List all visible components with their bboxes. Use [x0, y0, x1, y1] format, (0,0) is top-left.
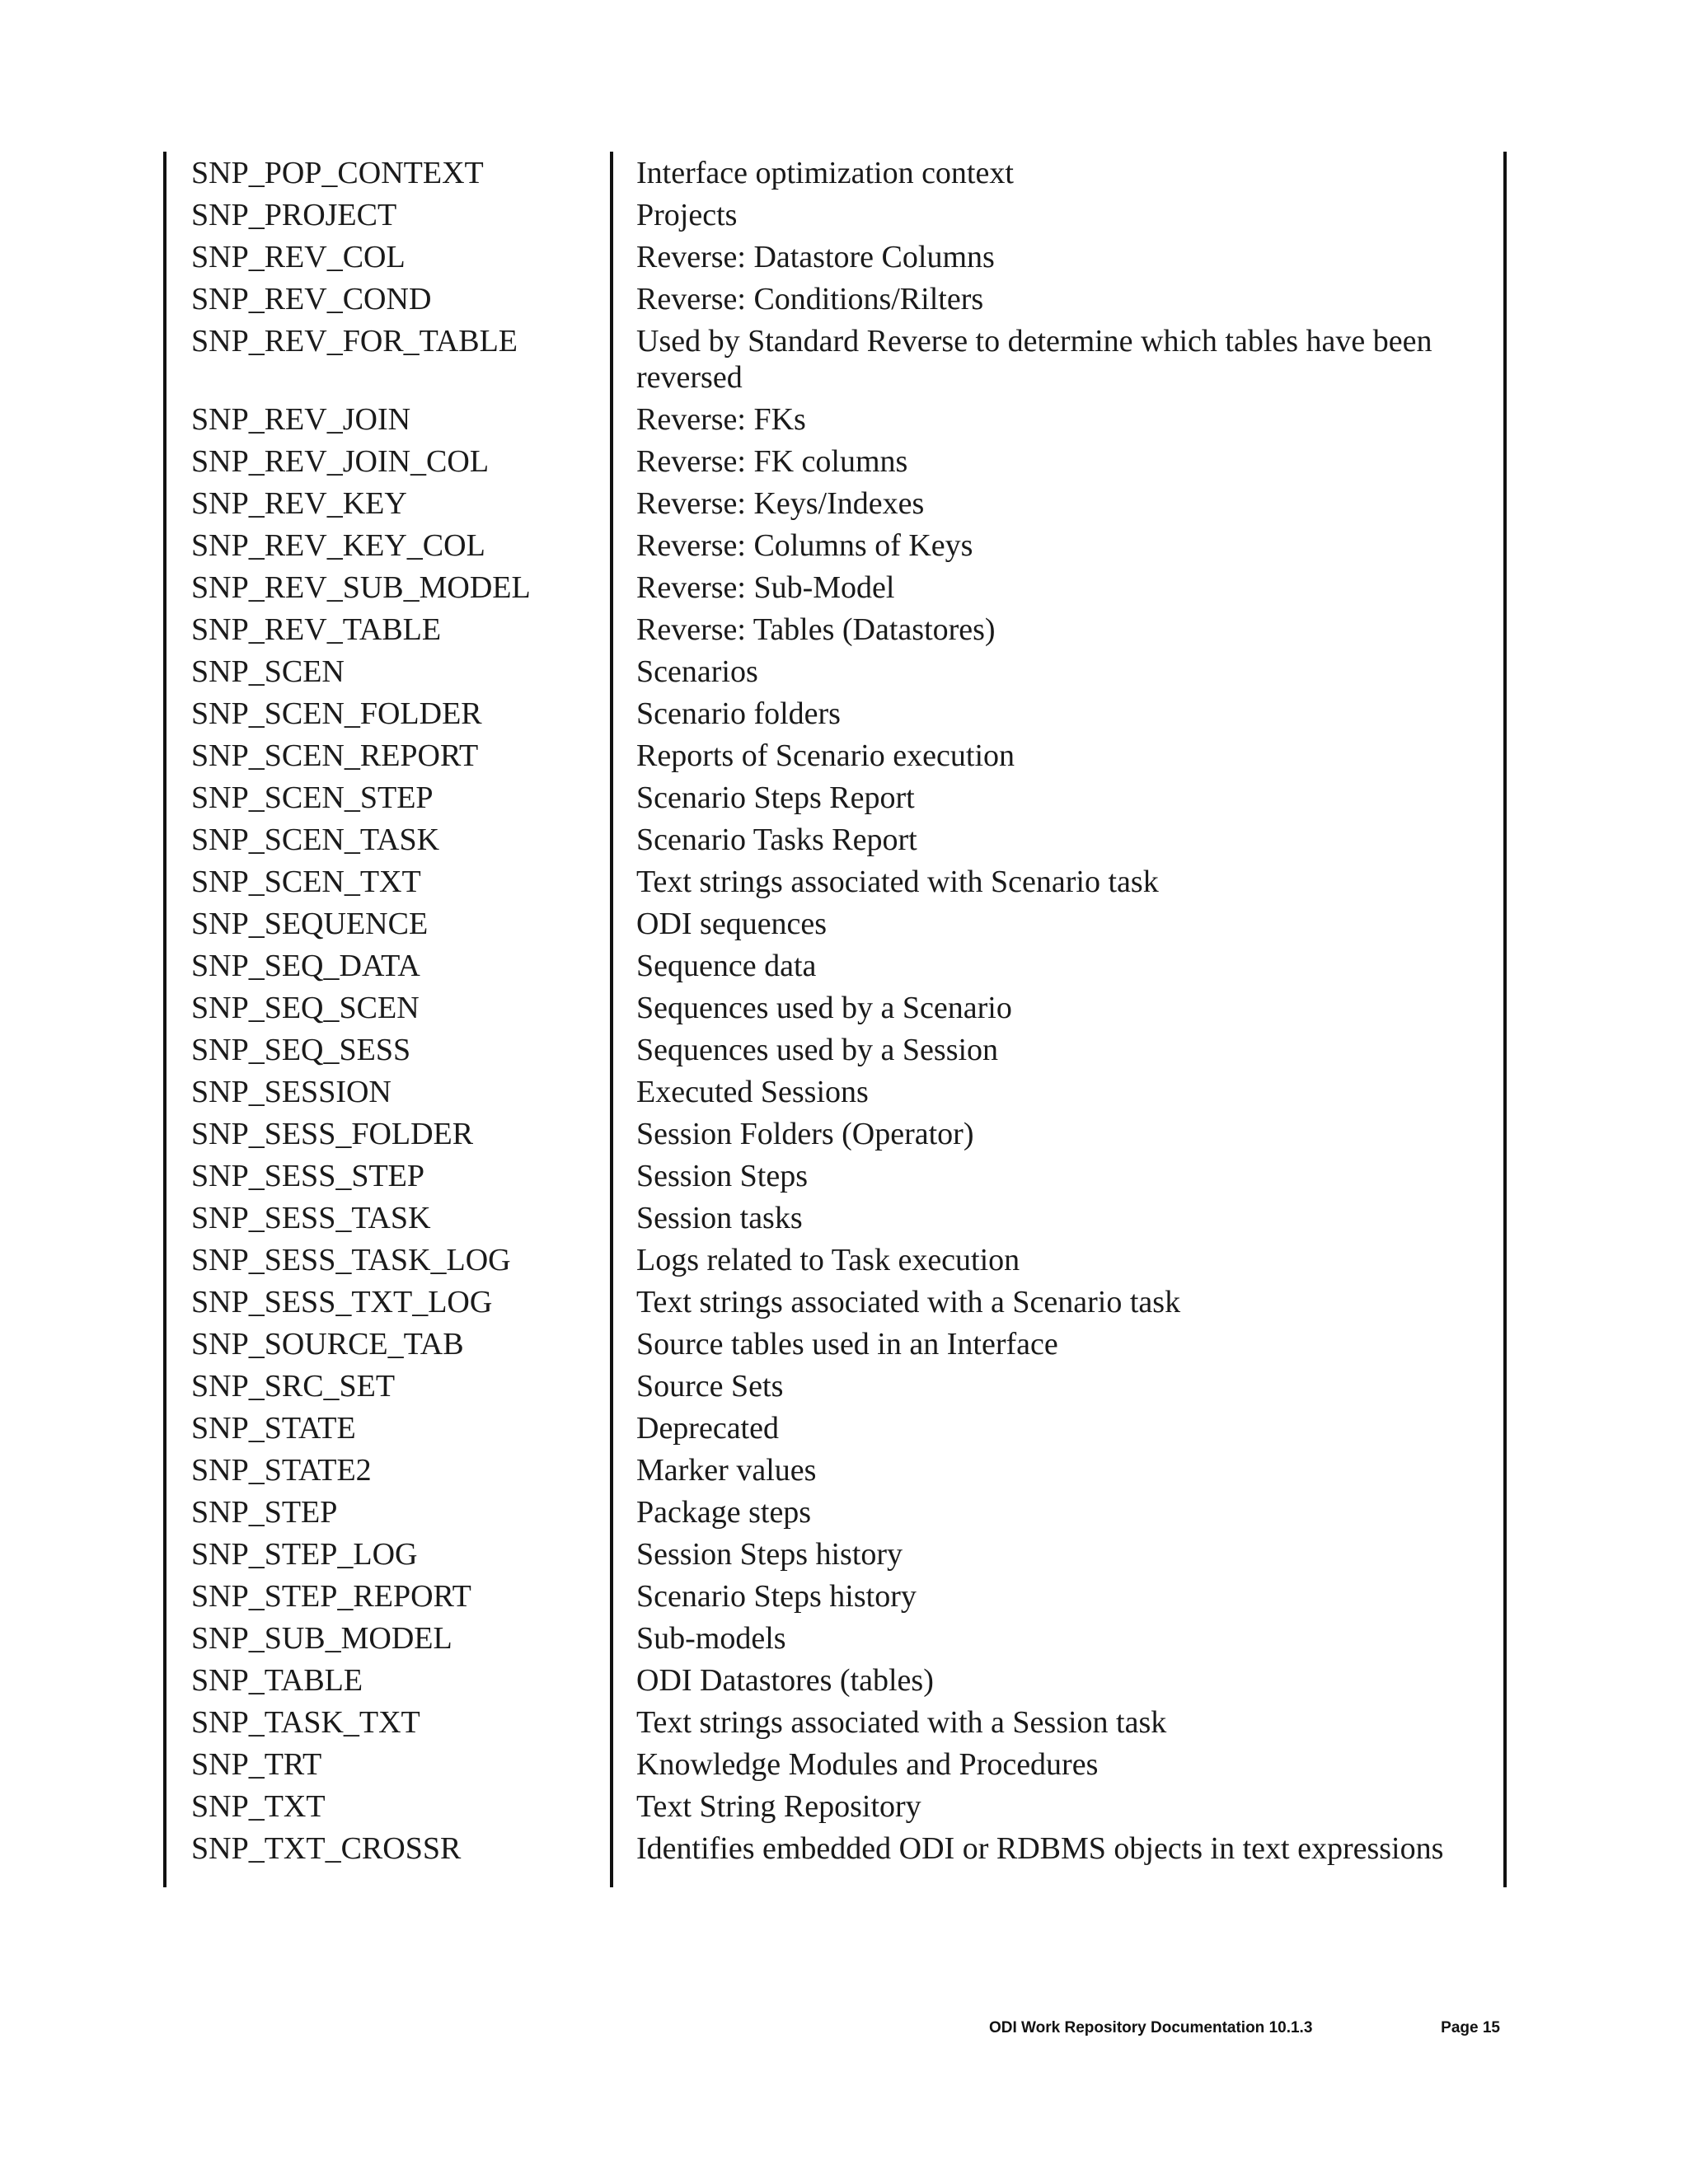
table-name-cell: SNP_TXT — [191, 1789, 326, 1824]
table-row — [166, 194, 1503, 236]
table-row — [166, 692, 1503, 734]
table-row — [166, 1617, 1503, 1659]
table-name-cell: SNP_STATE2 — [191, 1453, 372, 1488]
table-description-cell: Text strings associated with a Scenario task — [636, 1285, 1181, 1319]
table-name-cell: SNP_SOURCE_TAB — [191, 1327, 464, 1361]
table-row — [166, 1239, 1503, 1281]
table-name-cell: SNP_REV_COND — [191, 282, 432, 316]
table-row — [166, 1533, 1503, 1575]
table-row — [166, 1071, 1503, 1113]
table-row — [166, 1575, 1503, 1617]
table-description-cell: Projects — [636, 198, 738, 232]
table-row — [166, 1785, 1503, 1827]
table-name-cell: SNP_REV_COL — [191, 240, 406, 274]
footer-page-number: Page 15 — [1441, 2019, 1500, 2036]
table-row — [166, 1113, 1503, 1155]
table-description-cell: Reverse: Columns of Keys — [636, 528, 973, 563]
table-name-cell: SNP_STEP_LOG — [191, 1537, 418, 1572]
table-description-cell: Text strings associated with Scenario task — [636, 865, 1159, 899]
table-name-cell: SNP_REV_TABLE — [191, 612, 442, 647]
table-row — [166, 734, 1503, 776]
table-description-cell: Interface optimization context — [636, 156, 1014, 190]
table-name-cell: SNP_STEP — [191, 1495, 338, 1530]
page-footer — [989, 2019, 1500, 2037]
repository-table — [163, 152, 1507, 1887]
table-description-cell: Knowledge Modules and Procedures — [636, 1747, 1099, 1782]
table-name-cell: SNP_SEQ_DATA — [191, 949, 420, 983]
table-description-cell: Source Sets — [636, 1369, 784, 1404]
table-description-cell: Reverse: FK columns — [636, 444, 908, 479]
table-name-cell: SNP_REV_FOR_TABLE — [191, 324, 518, 359]
table-description-cell: Identifies embedded ODI or RDBMS objects in text expressions — [636, 1831, 1444, 1866]
table-row — [166, 482, 1503, 524]
table-description-cell: Scenarios — [636, 654, 758, 689]
table-row — [166, 1659, 1503, 1701]
table-description-cell: Scenario Steps history — [636, 1579, 917, 1614]
table-row — [166, 1155, 1503, 1197]
table-row — [166, 1449, 1503, 1491]
table-row — [166, 1701, 1503, 1743]
table-description-cell: Session Steps — [636, 1159, 808, 1193]
table-name-cell: SNP_PROJECT — [191, 198, 397, 232]
table-description-cell: ODI sequences — [636, 907, 828, 941]
table-row — [166, 1407, 1503, 1449]
table-name-cell: SNP_TXT_CROSSR — [191, 1831, 462, 1866]
table-description-cell: Reverse: Tables (Datastores) — [636, 612, 996, 647]
table-name-cell: SNP_SUB_MODEL — [191, 1621, 452, 1656]
table-description-cell: Session tasks — [636, 1201, 803, 1235]
table-description-cell: Scenario Tasks Report — [636, 823, 917, 857]
table-row — [166, 1743, 1503, 1785]
table-row — [166, 818, 1503, 860]
table-row — [166, 650, 1503, 692]
table-name-cell: SNP_SRC_SET — [191, 1369, 396, 1404]
table-name-cell: SNP_SESSION — [191, 1075, 392, 1109]
table-row — [166, 1323, 1503, 1365]
table-description-cell: Reports of Scenario execution — [636, 738, 1015, 773]
table-row — [166, 524, 1503, 566]
table-name-cell: SNP_STEP_REPORT — [191, 1579, 471, 1614]
table-name-cell: SNP_SCEN_STEP — [191, 780, 434, 815]
table-description-cell: Executed Sessions — [636, 1075, 869, 1109]
table-name-cell: SNP_SESS_STEP — [191, 1159, 425, 1193]
table-description-cell: Sub-models — [636, 1621, 786, 1656]
table-description-cell: Used by Standard Reverse to determine which tables have been reversed — [636, 324, 1432, 395]
table-row — [166, 1029, 1503, 1071]
table-name-cell: SNP_TASK_TXT — [191, 1705, 420, 1740]
table-description-cell: Text strings associated with a Session task — [636, 1705, 1167, 1740]
table-description-cell: Sequences used by a Session — [636, 1033, 999, 1067]
table-name-cell: SNP_REV_JOIN — [191, 402, 411, 437]
table-row — [166, 440, 1503, 482]
table-row — [166, 320, 1503, 398]
table-row — [166, 152, 1503, 194]
table-name-cell: SNP_SCEN_FOLDER — [191, 696, 482, 731]
table-name-cell: SNP_SESS_TASK — [191, 1201, 431, 1235]
table-name-cell: SNP_SESS_TASK_LOG — [191, 1243, 511, 1277]
table-description-cell: Text String Repository — [636, 1789, 921, 1824]
table-name-cell: SNP_SESS_TXT_LOG — [191, 1285, 493, 1319]
table-description-cell: Sequence data — [636, 949, 817, 983]
table-description-cell: Reverse: Conditions/Rilters — [636, 282, 984, 316]
table-row — [166, 944, 1503, 987]
table-description-cell: Reverse: Datastore Columns — [636, 240, 995, 274]
table-row — [166, 398, 1503, 440]
table-description-cell: Reverse: FKs — [636, 402, 806, 437]
table-row — [166, 236, 1503, 278]
table-description-cell: Scenario Steps Report — [636, 780, 915, 815]
table-description-cell: Sequences used by a Scenario — [636, 991, 1012, 1025]
table-name-cell: SNP_SEQ_SCEN — [191, 991, 420, 1025]
table-row — [166, 278, 1503, 320]
table-row — [166, 902, 1503, 944]
table-description-cell: Deprecated — [636, 1411, 779, 1446]
table-description-cell: Session Steps history — [636, 1537, 903, 1572]
table-name-cell: SNP_SCEN_TXT — [191, 865, 421, 899]
table-row — [166, 566, 1503, 608]
table-row — [166, 1365, 1503, 1407]
table-name-cell: SNP_TRT — [191, 1747, 322, 1782]
table-description-cell: Session Folders (Operator) — [636, 1117, 974, 1151]
table-row — [166, 987, 1503, 1029]
table-name-cell: SNP_SCEN_REPORT — [191, 738, 479, 773]
table-name-cell: SNP_POP_CONTEXT — [191, 156, 484, 190]
table-description-cell: Reverse: Sub-Model — [636, 570, 895, 605]
table-name-cell: SNP_REV_KEY_COL — [191, 528, 485, 563]
footer-doc-title: ODI Work Repository Documentation 10.1.3 — [989, 2019, 1313, 2036]
table-row — [166, 608, 1503, 650]
table-name-cell: SNP_REV_KEY — [191, 486, 407, 521]
table-description-cell: ODI Datastores (tables) — [636, 1663, 934, 1698]
table-name-cell: SNP_SCEN — [191, 654, 345, 689]
table-description-cell: Source tables used in an Interface — [636, 1327, 1058, 1361]
table-row — [166, 1491, 1503, 1533]
table-row — [166, 1827, 1503, 1869]
table-description-cell: Scenario folders — [636, 696, 841, 731]
table-name-cell: SNP_TABLE — [191, 1663, 363, 1698]
table-row — [166, 1281, 1503, 1323]
table-description-cell: Reverse: Keys/Indexes — [636, 486, 925, 521]
table-row — [166, 860, 1503, 902]
table-description-cell: Logs related to Task execution — [636, 1243, 1020, 1277]
table-body — [166, 152, 1503, 1869]
table-name-cell: SNP_SEQ_SESS — [191, 1033, 411, 1067]
table-name-cell: SNP_SEQUENCE — [191, 907, 429, 941]
table-description-cell: Package steps — [636, 1495, 812, 1530]
table-description-cell: Marker values — [636, 1453, 817, 1488]
table-row — [166, 1197, 1503, 1239]
table-row — [166, 776, 1503, 818]
table-name-cell: SNP_REV_JOIN_COL — [191, 444, 490, 479]
table-name-cell: SNP_STATE — [191, 1411, 356, 1446]
table-name-cell: SNP_SCEN_TASK — [191, 823, 440, 857]
table-name-cell: SNP_SESS_FOLDER — [191, 1117, 474, 1151]
table-name-cell: SNP_REV_SUB_MODEL — [191, 570, 531, 605]
